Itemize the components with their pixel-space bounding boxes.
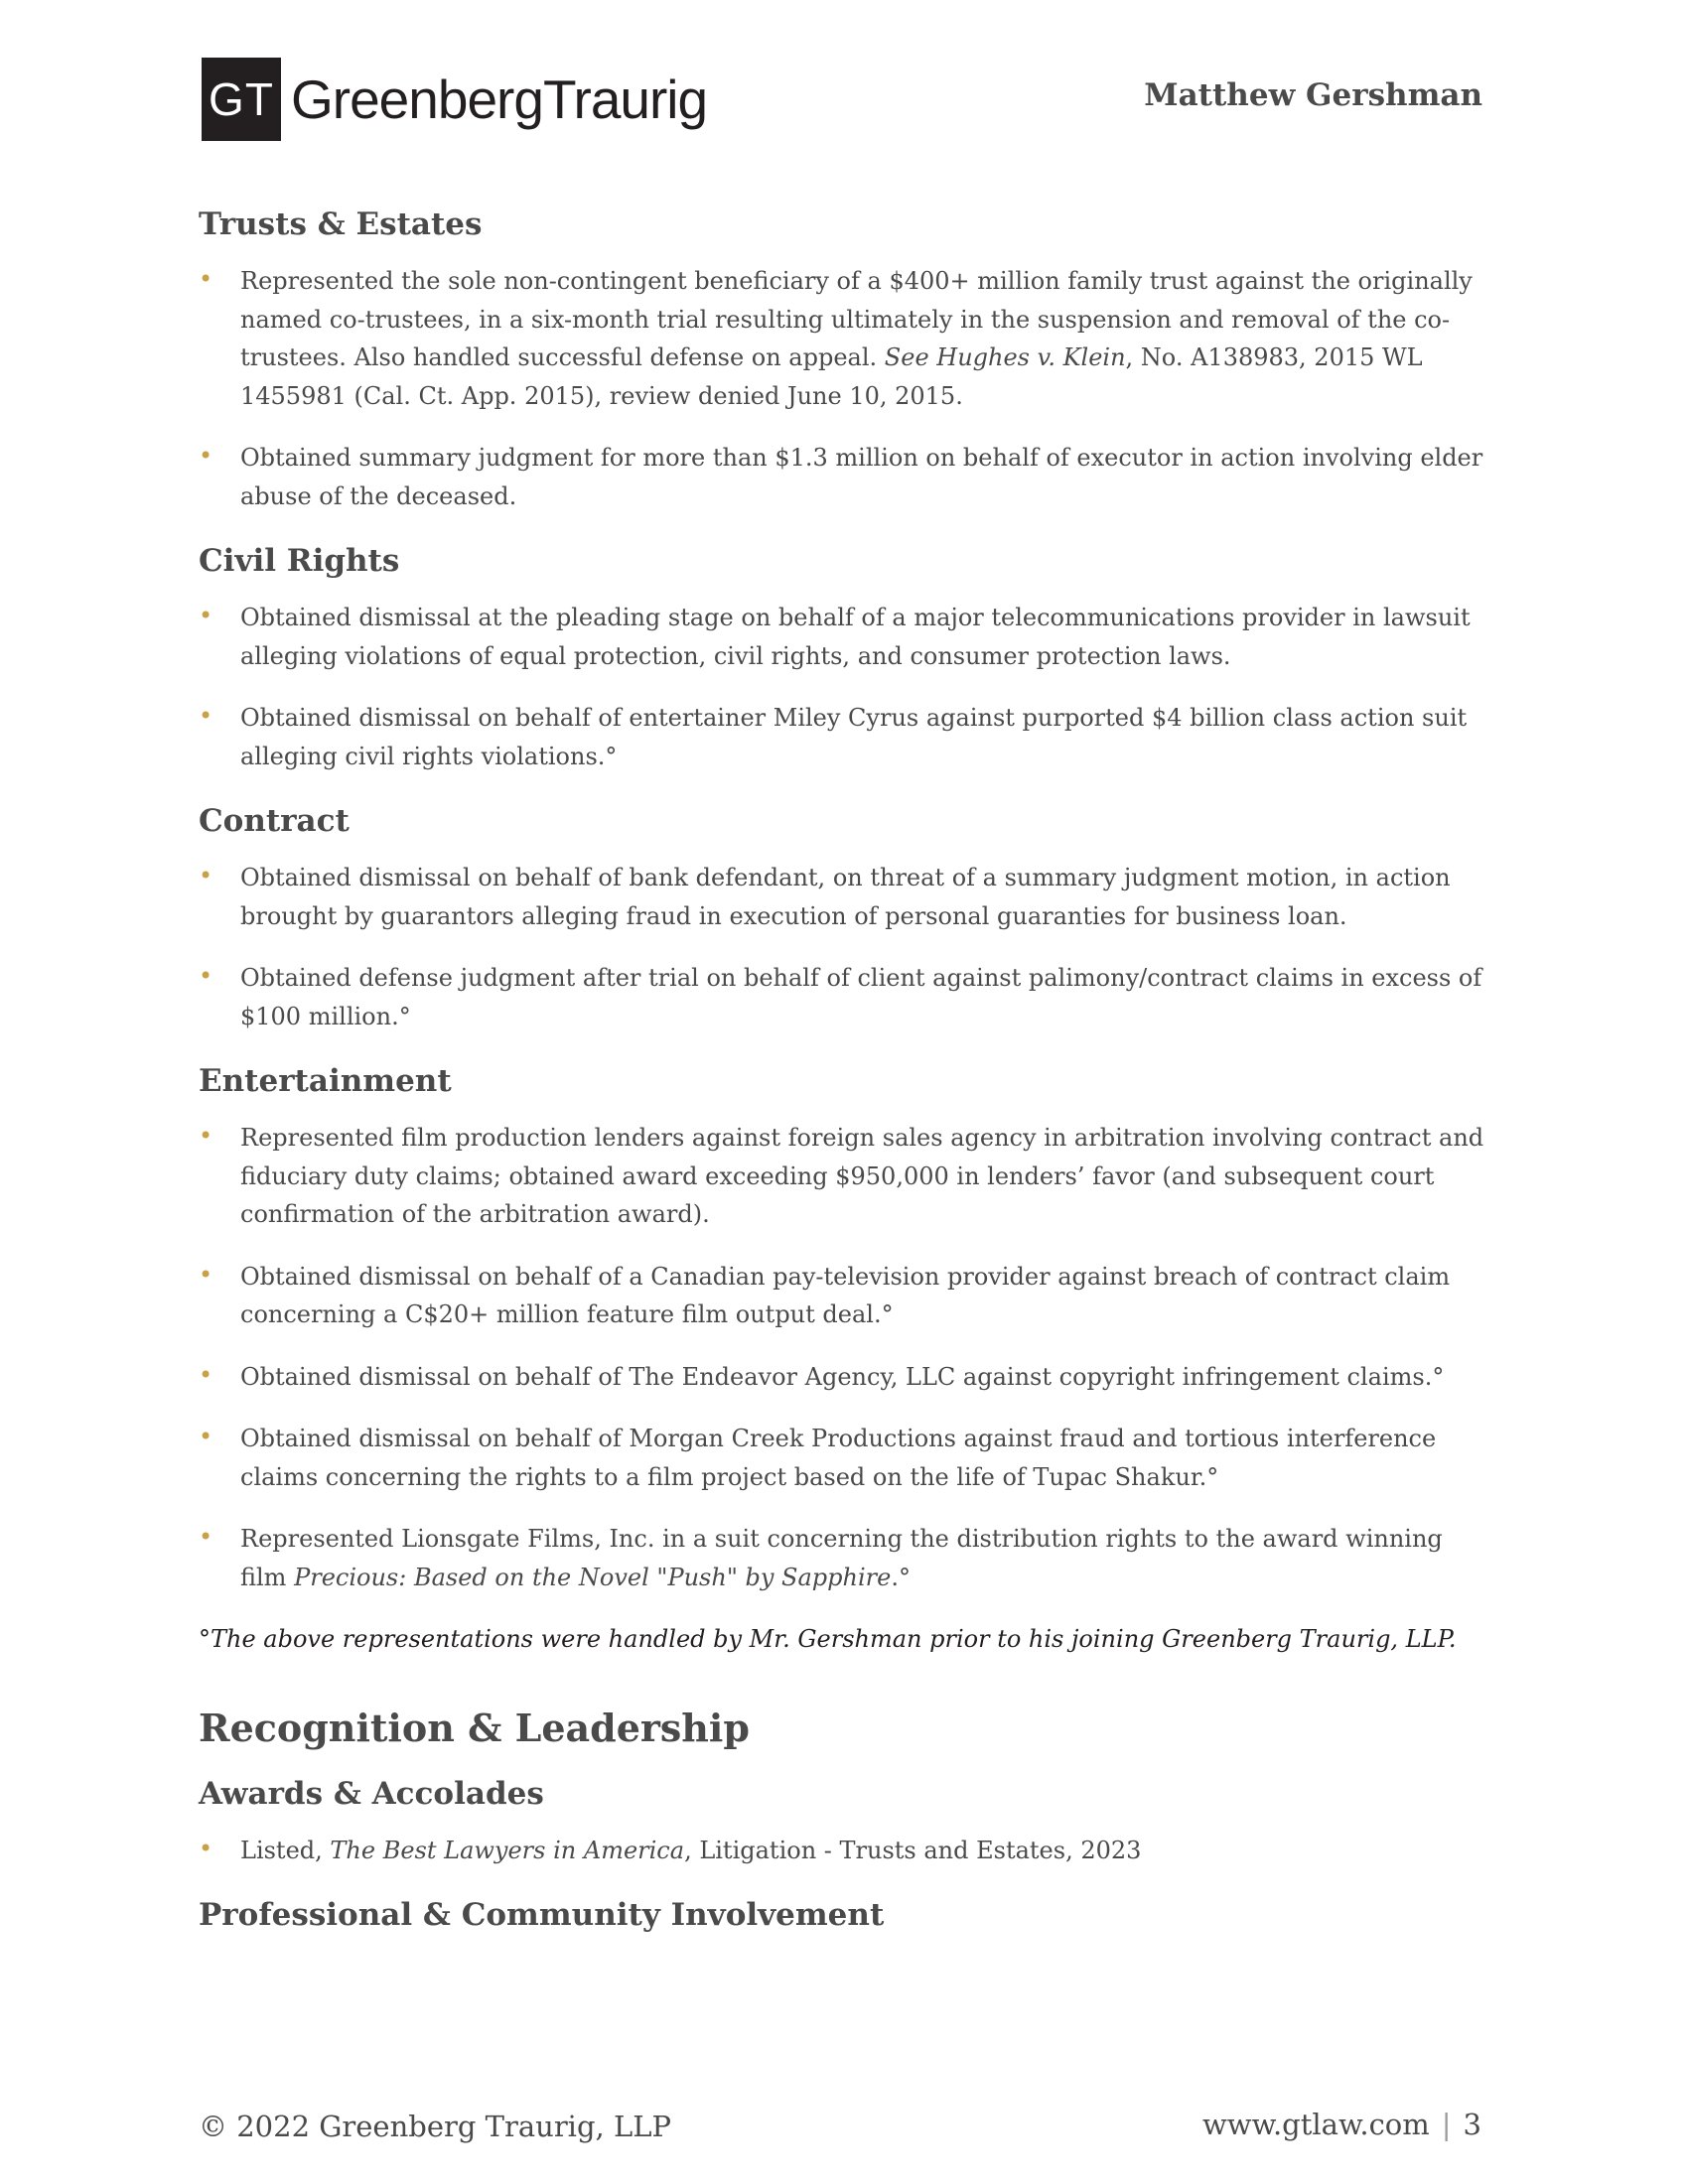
bullet-icon: •	[199, 602, 213, 629]
list-item: • Obtained summary judgment for more than $1.3 million on behalf of executor in action involving elder abuse of the deceased.	[199, 439, 1489, 515]
film-title: Precious: Based on the Novel "Push" by Sapphire	[294, 1563, 892, 1591]
bullet-icon: •	[199, 862, 213, 889]
list-item: • Obtained defense judgment after trial on behalf of client against palimony/contract claims in excess of $100 million.°	[199, 959, 1489, 1035]
list-item: • Obtained dismissal on behalf of a Canadian pay-television provider against breach of contract claim concerning a C$20+ million feature film output deal.°	[199, 1258, 1489, 1334]
contract-list	[199, 859, 1489, 1035]
footer-separator: |	[1441, 2108, 1452, 2141]
section-title-contract: Contract	[199, 803, 350, 839]
bullet-icon: •	[199, 1834, 213, 1862]
bullet-icon: •	[199, 1423, 213, 1450]
section-title-civil-rights: Civil Rights	[199, 543, 400, 579]
list-item: • Obtained dismissal on behalf of entertainer Miley Cyrus against purported $4 billion class action suit alleging civil rights violations.°	[199, 699, 1489, 775]
civil-rights-list	[199, 599, 1489, 775]
list-item: • Obtained dismissal on behalf of bank defendant, on threat of a summary judgment motion, in action brought by guarantors alleging fraud in execution of personal guaranties for business loan.	[199, 859, 1489, 935]
footer-copyright: © 2022 Greenberg Traurig, LLP	[199, 2110, 671, 2143]
section-title-recognition-leadership: Recognition & Leadership	[199, 1705, 750, 1750]
bullet-icon: •	[199, 1260, 213, 1289]
list-item: • Represented Lionsgate Films, Inc. in a suit concerning the distribution rights to the award winning film Precious: Based on the Novel "Push" by Sapphire.°	[199, 1520, 1489, 1596]
section-title-professional-community-involvement: Professional & Community Involvement	[199, 1897, 885, 1933]
section-title-entertainment: Entertainment	[199, 1063, 452, 1099]
section-title-awards-accolades: Awards & Accolades	[199, 1775, 544, 1812]
entertainment-list	[199, 1119, 1489, 1596]
list-item: • Listed, The Best Lawyers in America, Litigation - Trusts and Estates, 2023	[199, 1832, 1489, 1870]
page-footer-right	[1202, 2108, 1481, 2141]
bullet-icon: •	[199, 265, 213, 293]
bullet-icon: •	[199, 442, 213, 470]
publication-title: The Best Lawyers in America	[330, 1836, 685, 1864]
awards-list	[199, 1832, 1489, 1870]
page-number: 3	[1463, 2108, 1481, 2141]
author-name: Matthew Gershman	[1144, 77, 1482, 113]
list-item: • Obtained dismissal on behalf of The Endeavor Agency, LLC against copyright infringement claims.°	[199, 1358, 1489, 1397]
logo-wordmark: GreenbergTraurig	[291, 68, 708, 130]
bullet-icon: •	[199, 1360, 213, 1389]
bullet-icon: •	[199, 962, 213, 990]
bullet-icon: •	[199, 1122, 213, 1150]
section-title-trusts-estates: Trusts & Estates	[199, 206, 483, 242]
list-item: • Represented film production lenders against foreign sales agency in arbitration involving contract and fiduciary duty claims; obtained award exceeding $950,000 in lenders’ favor (and subsequent court confirmation of the arbitration award).	[199, 1119, 1489, 1234]
logo-mark: GT	[202, 58, 281, 141]
list-item: • Obtained dismissal on behalf of Morgan Creek Productions against fraud and tortious interference claims concerning the rights to a film project based on the life of Tupac Shakur.°	[199, 1420, 1489, 1496]
case-citation: See Hughes v. Klein	[884, 343, 1126, 371]
trusts-estates-list	[199, 262, 1489, 515]
prior-representation-note: °The above representations were handled by Mr. Gershman prior to his joining Greenberg Traurig, LLP.	[199, 1625, 1457, 1653]
list-item: • Represented the sole non-contingent beneficiary of a $400+ million family trust against the originally named co-trustees, in a six-month trial resulting ultimately in the suspension and removal of the co-trustees. Also handled successful defense on appeal. See Hughes v. Klein, No. A138983, 2015 WL 1455981 (Cal. Ct. App. 2015), review denied June 10, 2015.	[199, 262, 1489, 415]
greenberg-traurig-logo	[202, 58, 707, 141]
bullet-icon: •	[199, 1523, 213, 1551]
list-item: • Obtained dismissal at the pleading stage on behalf of a major telecommunications provider in lawsuit alleging violations of equal protection, civil rights, and consumer protection laws.	[199, 599, 1489, 675]
page-content	[199, 199, 1489, 1941]
bullet-icon: •	[199, 702, 213, 730]
website-link[interactable]: www.gtlaw.com	[1201, 2108, 1430, 2141]
page-header	[202, 58, 1482, 141]
